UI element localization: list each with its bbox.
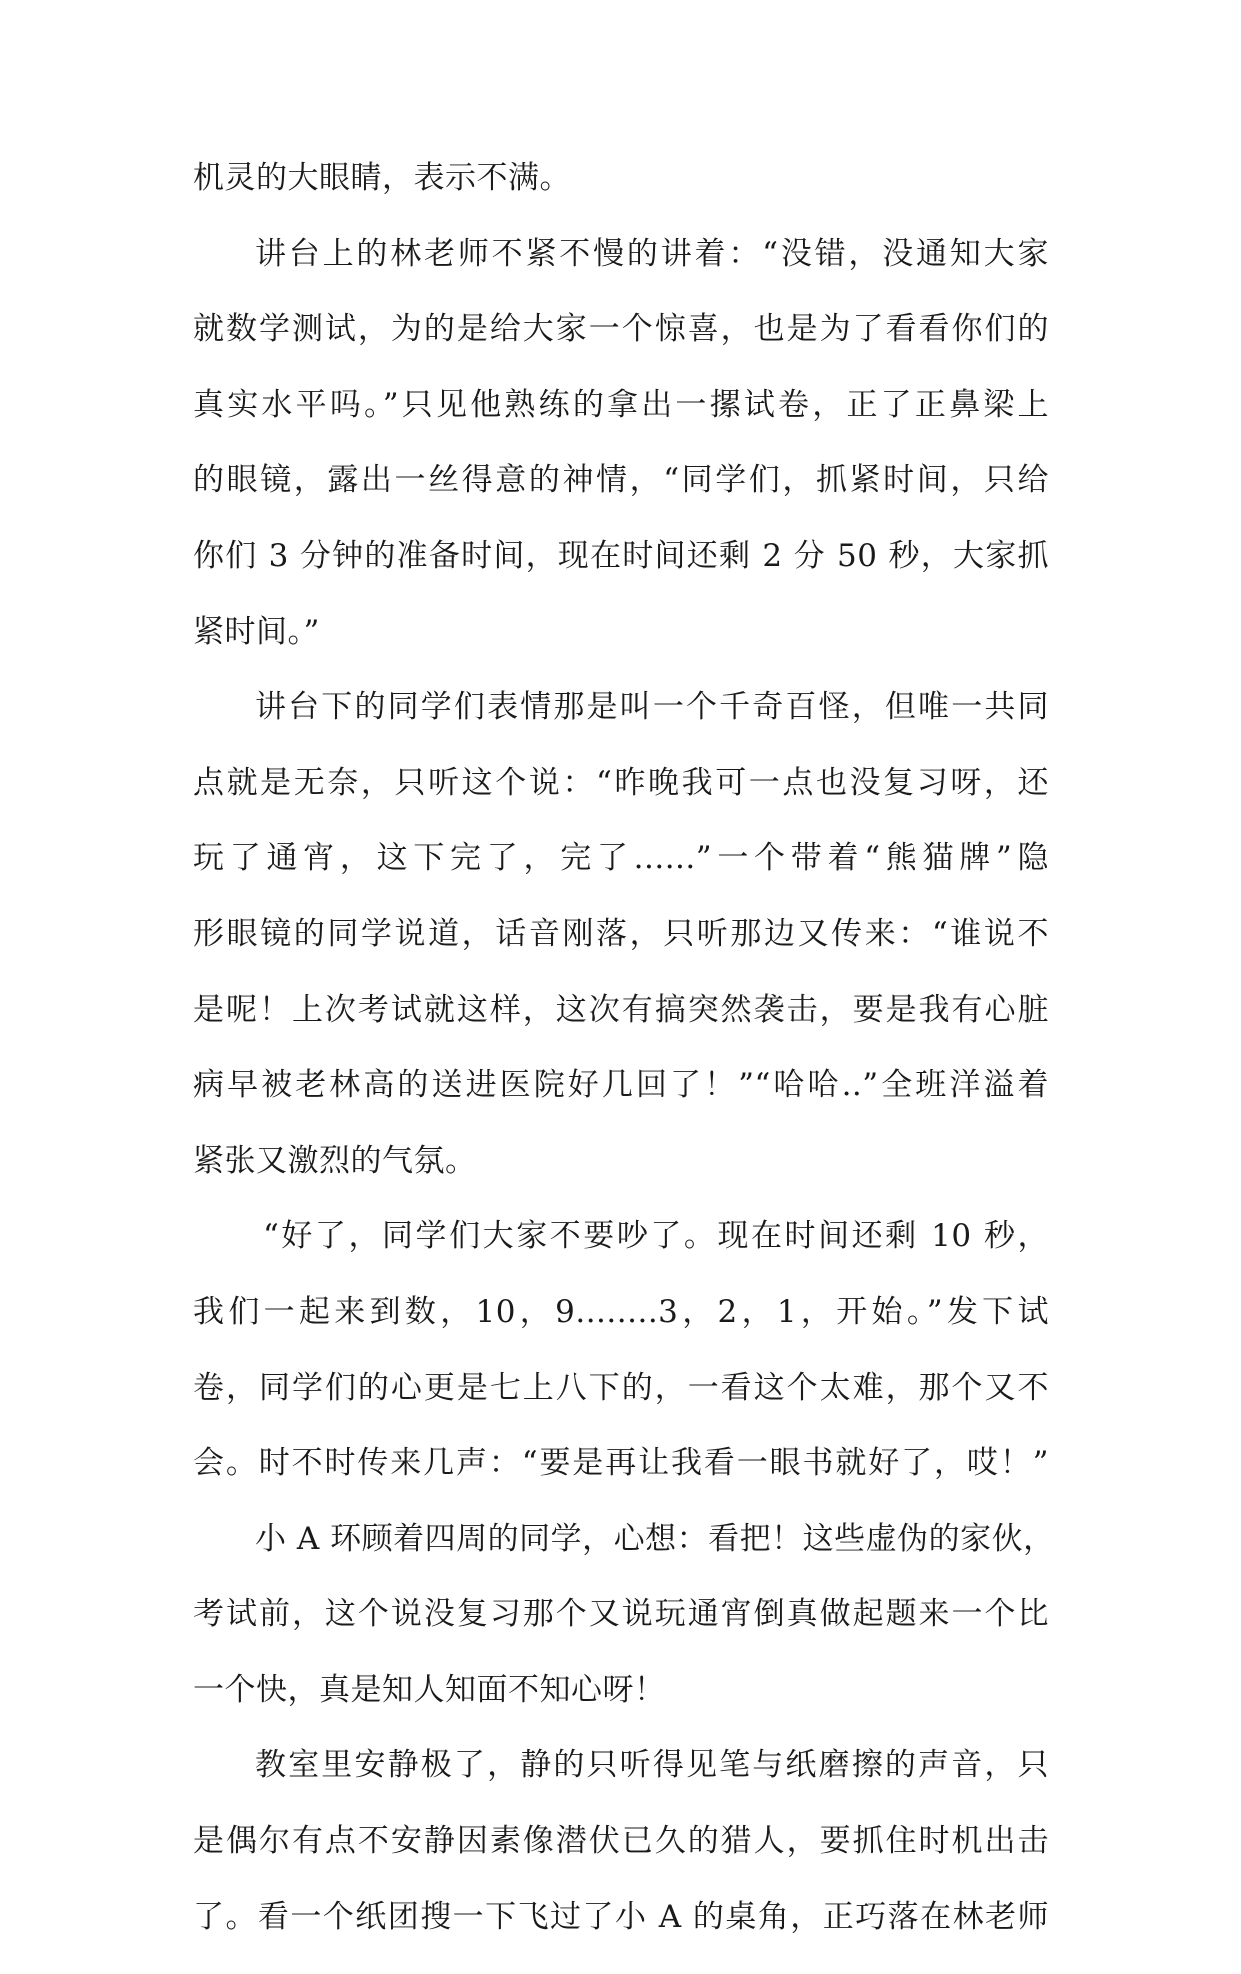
text-line: 形眼镜的同学说道，话音刚落，只听那边又传来：“谁说不 bbox=[193, 915, 1049, 952]
text-line: 卷，同学们的心更是七上八下的，一看这个太难，那个又不 bbox=[193, 1369, 1049, 1406]
text-line: 我们一起来到数，10，9........3，2，1，开始。”发下试 bbox=[193, 1293, 1049, 1330]
text-line: 机灵的大眼睛，表示不满。 bbox=[193, 160, 571, 196]
text-line: 真实水平吗。”只见他熟练的拿出一摞试卷，正了正鼻梁上 bbox=[193, 386, 1049, 423]
text-line: 是呢！上次考试就这样，这次有搞突然袭击，要是我有心脏 bbox=[193, 991, 1049, 1028]
text-line: 会。时不时传来几声：“要是再让我看一眼书就好了，哎！” bbox=[193, 1445, 1049, 1482]
text-line: 的眼镜，露出一丝得意的神情，“同学们，抓紧时间，只给 bbox=[193, 462, 1049, 499]
text-line: 病早被老林高的送进医院好几回了！”“哈哈..”全班洋溢着 bbox=[193, 1067, 1049, 1104]
text-line: 是偶尔有点不安静因素像潜伏已久的猎人，要抓住时机出击 bbox=[193, 1823, 1049, 1860]
text-line: 教室里安静极了，静的只听得见笔与纸磨擦的声音，只 bbox=[255, 1747, 1049, 1784]
text-line: 你们 3 分钟的准备时间，现在时间还剩 2 分 50 秒，大家抓 bbox=[193, 537, 1049, 574]
text-line: 讲台上的林老师不紧不慢的讲着：“没错，没通知大家 bbox=[255, 235, 1049, 272]
text-line: 就数学测试，为的是给大家一个惊喜，也是为了看看你们的 bbox=[193, 311, 1049, 348]
text-line: “好了，同学们大家不要吵了。现在时间还剩 10 秒， bbox=[263, 1218, 1049, 1255]
text-line: 一个快，真是知人知面不知心呀！ bbox=[193, 1671, 666, 1708]
text-line: 讲台下的同学们表情那是叫一个千奇百怪，但唯一共同 bbox=[255, 689, 1049, 726]
text-line: 小 A 环顾着四周的同学，心想：看把！这些虚伪的家伙， bbox=[255, 1520, 1055, 1557]
text-line: 考试前，这个说没复习那个又说玩通宵倒真做起题来一个比 bbox=[193, 1596, 1049, 1633]
text-line: 玩了通宵，这下完了，完了......”一个带着“熊猫牌”隐 bbox=[193, 840, 1049, 877]
text-line: 了。看一个纸团搜一下飞过了小 A 的桌角，正巧落在林老师 bbox=[193, 1898, 1049, 1935]
text-line: 点就是无奈，只听这个说：“昨晚我可一点也没复习呀，还 bbox=[193, 764, 1049, 801]
text-line: 紧时间。” bbox=[193, 613, 320, 650]
story-text bbox=[193, 160, 1055, 1974]
text-line: 紧张又激烈的气氛。 bbox=[193, 1142, 477, 1179]
